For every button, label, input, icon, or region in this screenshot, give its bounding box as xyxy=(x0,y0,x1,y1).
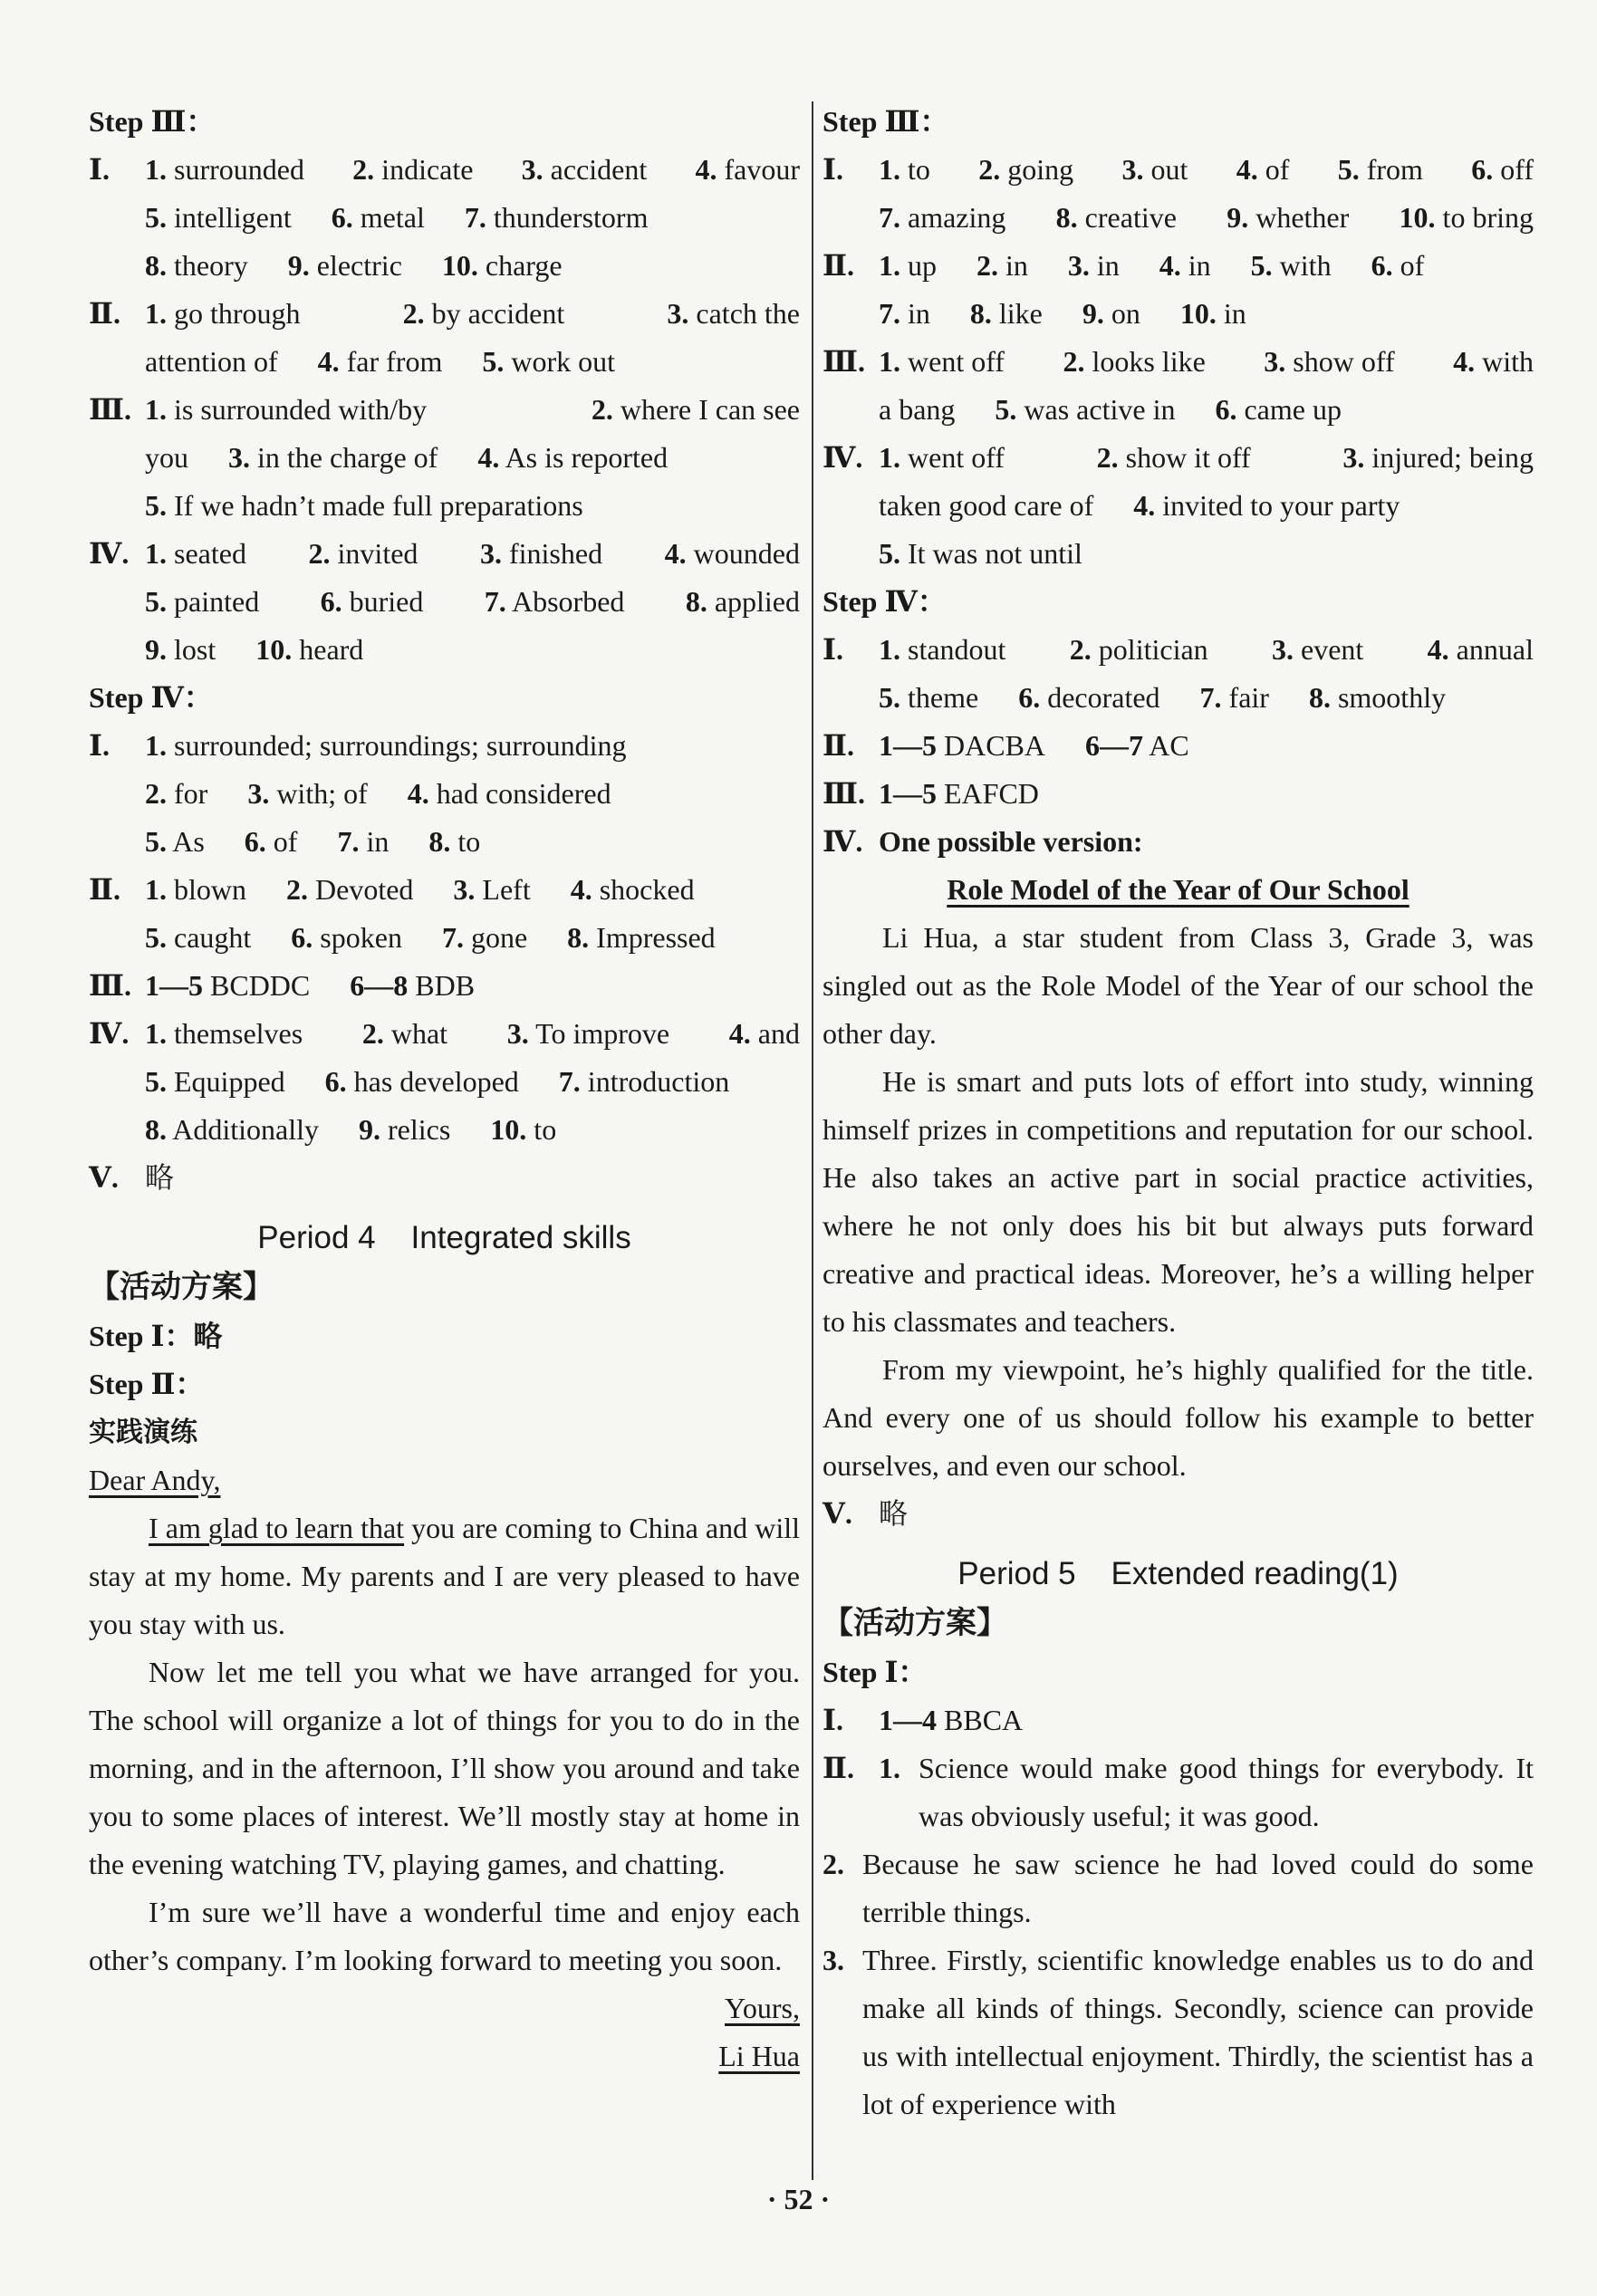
answer-row: Ⅲ. 1. is surrounded with/by 2. where I can see xyxy=(89,393,800,426)
answer-row: Ⅰ. 1. to 2. going 3. out 4. of 5. from 6. off xyxy=(823,153,1534,186)
answer-row: Ⅳ. 1. went off 2. show it off 3. injured; being xyxy=(823,441,1534,474)
answer-row: 5. theme 6. decorated 7. fair 8. smoothly xyxy=(879,681,1447,714)
essay-paragraph: Li Hua, a star student from Class 3, Grade 3, was singled out as the Role Model of the Year of our school the other day. xyxy=(823,921,1534,1050)
step-heading: Step Ⅳ： xyxy=(89,681,213,714)
period-title: Period 5 Extended reading(1) xyxy=(957,1556,1399,1591)
answer-row: Ⅱ. 1. blown 2. Devoted 3. Left 4. shocked xyxy=(89,873,695,906)
letter-paragraph: I am glad to learn that you are coming to China and will stay at my home. My parents and I are very pleased to have you stay with us. xyxy=(89,1512,801,1640)
letter-signature: Li Hua xyxy=(718,2040,800,2072)
right-column xyxy=(823,98,1534,2128)
answer-row: Ⅱ. 1. go through 2. by accident 3. catch the xyxy=(89,297,800,330)
answer-row: 5. As 6. of 7. in 8. to xyxy=(145,825,481,858)
answer-row: 5. intelligent 6. metal 7. thunderstorm xyxy=(145,201,649,234)
answer-row: Ⅲ. 1—5 EAFCD xyxy=(823,777,1039,810)
step-heading: Step Ⅲ： xyxy=(89,105,216,138)
period-title: Period 4 Integrated skills xyxy=(257,1220,631,1255)
roman-numeral: Ⅰ. xyxy=(89,153,110,186)
answer-row: 5. caught 6. spoken 7. gone 8. Impressed xyxy=(145,921,716,954)
essay-paragraph: He is smart and puts lots of effort into study, winning himself prizes in competitions and reputation for our school. He also takes an active part in social practice activities, where he not only does his bit but always puts forward creative and practical ideas. Moreover, he’s a willing helper to his classmates and teachers. xyxy=(823,1065,1534,1338)
answer-row: Ⅰ. 1. surrounded; surroundings; surrounding xyxy=(89,729,627,762)
letter-paragraph: Now let me tell you what we have arranged for you. The school will organize a lot of things for you to do in the morning, and in the afternoon, I’ll show you around and take you to some places of interest. We’ll mostly stay at home in the evening watching TV, playing games, and chatting. xyxy=(89,1656,800,1880)
answer-row: Ⅳ. One possible version: xyxy=(823,825,1143,858)
answer-row: 2. Because he saw science he had loved could do some terrible things. xyxy=(823,1848,1534,1928)
answer-row: Ⅲ. 1—5 BCDDC 6—8 BDB xyxy=(89,969,476,1002)
essay-paragraph: From my viewpoint, he’s highly qualified for the title. And every one of us should follow his example to better ourselves, and even our school. xyxy=(823,1353,1534,1482)
answer-row: Ⅰ. 1. surrounded 2. indicate 3. accident 4. favour xyxy=(89,146,800,194)
answer-row: 8. Additionally 9. relics 10. to xyxy=(145,1113,557,1146)
answer-row: 3. Three. Firstly, scientific knowledge enables us to do and make all kinds of things. Secondly, science can provide us with intellectual enjoyment. Thirdly, the scientist has a lot of experience with xyxy=(823,1944,1534,2120)
step-heading: Step Ⅱ： xyxy=(89,1368,205,1400)
answer-row: 5. Equipped 6. has developed 7. introduction xyxy=(145,1065,730,1098)
column-divider xyxy=(812,101,813,2180)
answer-row: 8. theory 9. electric 10. charge xyxy=(145,249,563,282)
answer-row: Ⅱ. 1. up 2. in 3. in 4. in 5. with 6. of xyxy=(823,249,1425,282)
answer-row: taken good care of 4. invited to your party xyxy=(879,489,1400,522)
answer-row: 2. for 3. with; of 4. had considered xyxy=(145,777,611,810)
practice-heading: 实践演练 xyxy=(89,1417,197,1448)
answer-row: 7. amazing 8. creative 9. whether 10. to bring xyxy=(879,201,1534,234)
answer-row: Ⅰ. 1—4 BBCA xyxy=(823,1704,1024,1736)
answer-row: 5. It was not until xyxy=(879,537,1082,570)
letter-closing: Yours, xyxy=(724,1992,800,2024)
answer-row: Ⅳ. 1. seated 2. invited 3. finished 4. wounded xyxy=(89,537,800,570)
essay-title: Role Model of the Year of Our School xyxy=(947,873,1409,906)
answer-row: 5. painted 6. buried 7. Absorbed 8. applied xyxy=(145,585,800,618)
answer-row: Ⅴ. 略 xyxy=(823,1497,909,1530)
step-heading: Step Ⅳ： xyxy=(823,585,947,618)
answer-row: a bang 5. was active in 6. came up xyxy=(879,393,1342,426)
section-heading: 【活动方案】 xyxy=(89,1269,274,1305)
answer-row: Ⅱ. 1. Science would make good things for everybody. It was obviously useful; it was good. xyxy=(823,1752,1534,1832)
answer-row: Ⅰ. 1. standout 2. politician 3. event 4. annual xyxy=(823,633,1534,666)
answer-row: 5. If we hadn’t made full preparations xyxy=(145,489,583,522)
section-heading: 【活动方案】 xyxy=(823,1605,1007,1641)
step-heading: Step Ⅰ： xyxy=(823,1656,928,1688)
left-column xyxy=(89,98,800,2080)
answer-row: Ⅱ. 1—5 DACBA 6—7 AC xyxy=(823,729,1189,762)
answer-row: attention of 4. far from 5. work out xyxy=(145,345,615,378)
page-number: · 52 · xyxy=(766,2183,831,2215)
answer-row: Ⅴ. 略 xyxy=(89,1161,175,1194)
step-heading: Step Ⅰ：略 xyxy=(89,1320,223,1352)
letter-greeting: Dear Andy, xyxy=(89,1464,221,1496)
answer-row: 7. in 8. like 9. on 10. in xyxy=(879,297,1246,330)
answer-row: 9. lost 10. heard xyxy=(145,633,364,666)
answer-row: Ⅲ. 1. went off 2. looks like 3. show off 4. with xyxy=(823,345,1534,378)
letter-paragraph: I’m sure we’ll have a wonderful time and enjoy each other’s company. I’m looking forward to meeting you soon. xyxy=(89,1896,800,1976)
answer-row: you 3. in the charge of 4. As is reported xyxy=(145,441,669,474)
answer-row: Ⅳ. 1. themselves 2. what 3. To improve 4. and xyxy=(89,1017,800,1050)
step-heading: Step Ⅲ： xyxy=(823,105,949,138)
